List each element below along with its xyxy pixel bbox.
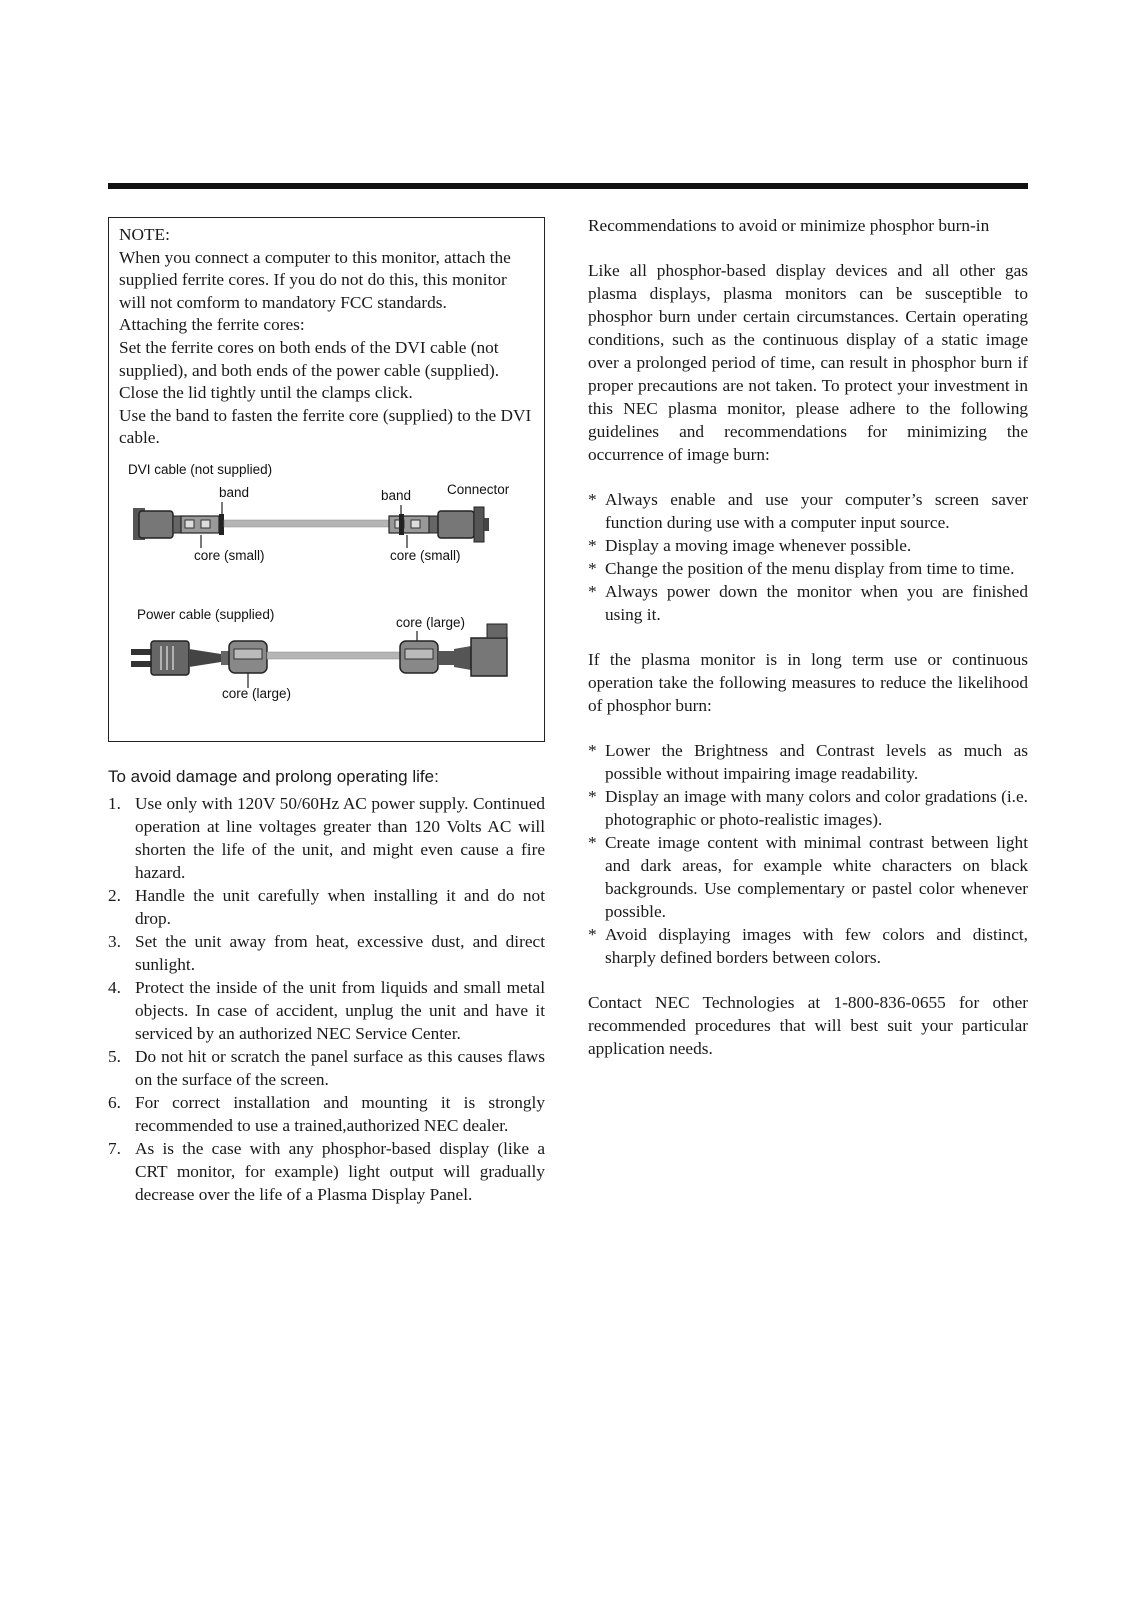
list-item [108,884,545,930]
bullet-mark: * [588,741,597,760]
list-item [588,831,1028,923]
guideline-list [588,488,1028,626]
note-paragraph: Use the band to fasten the ferrite core (supplied) to the DVI cable. [119,405,532,448]
ferrite-core-diagram [109,218,546,743]
item-number: 4. [108,978,121,997]
note-box [108,217,545,742]
note-paragraph: Set the ferrite cores on both ends of the DVI cable (not supplied), and both ends of the power cable (supplied). [119,337,500,380]
item-text: Protect the inside of the unit from liquids and small metal objects. In case of accident, unplug the unit and have it serviced by an authorized NEC Service Center. [135,978,545,1043]
top-rule [108,183,1028,189]
damage-prevention-section [108,766,545,1206]
item-text: Handle the unit carefully when installing it and do not drop. [135,886,545,928]
list-item [588,580,1028,626]
bullet-mark: * [588,559,597,578]
item-number: 5. [108,1047,121,1066]
note-paragraph: Close the lid tightly until the clamps click. [119,383,413,403]
bullet-mark: * [588,490,597,509]
item-text: Always enable and use your computer’s screen saver function during use with a computer input source. [605,490,1028,532]
item-number: 1. [108,794,121,813]
item-number: 2. [108,886,121,905]
note-paragraph: Attaching the ferrite cores: [119,315,305,335]
list-item [588,534,1028,557]
power-cable-illustration [131,624,507,688]
list-item [108,1091,545,1137]
list-item [588,488,1028,534]
item-text: Change the position of the menu display from time to time. [605,559,1015,578]
list-item [108,930,545,976]
measures-list [588,739,1028,969]
item-text: Always power down the monitor when you are finished using it. [605,582,1028,624]
item-number: 7. [108,1139,121,1158]
list-item [588,785,1028,831]
item-text: Use only with 120V 50/60Hz AC power supply. Continued operation at line voltages greater than 120 Volts AC will shorten the life of the unit, and might even cause a fire hazard. [135,794,545,882]
item-number: 6. [108,1093,121,1112]
dvi-cable-label: DVI cable (not supplied) [128,462,273,477]
note-paragraph: When you connect a computer to this monitor, attach the supplied ferrite cores. If you do not do this, this monitor will not comform to mandatory FCC standards. [119,247,511,312]
bullet-mark: * [588,833,597,852]
dvi-cable-illustration [133,502,489,548]
burn-in-recommendations [588,214,1028,1060]
core-large-right-label: core (large) [396,615,466,630]
list-item [108,1045,545,1091]
list-item [588,739,1028,785]
item-text: Set the unit away from heat, excessive dust, and direct sunlight. [135,932,545,974]
item-text: Create image content with minimal contrast between light and dark areas, for example white characters on black backgrounds. Use complementary or pastel color whenever possible. [605,833,1028,921]
damage-prevention-list [108,792,545,1206]
item-number: 3. [108,932,121,951]
note-title: NOTE: [119,225,170,244]
list-item [108,792,545,884]
bullet-mark: * [588,787,597,806]
connector-label: Connector [447,482,510,497]
core-small-right-label: core (small) [390,548,461,563]
list-item [108,1137,545,1206]
item-text: As is the case with any phosphor-based display (like a CRT monitor, for example) light output will gradually decrease over the life of a Plasma Display Panel. [135,1139,545,1204]
item-text: Lower the Brightness and Contrast levels as much as possible without impairing image readability. [605,741,1028,783]
contact-paragraph: Contact NEC Technologies at 1-800-836-0655 for other recommended procedures that will best suit your particular application needs. [588,993,1028,1058]
item-text: Display a moving image whenever possible. [605,536,912,555]
intro-paragraph: Like all phosphor-based display devices and all other gas plasma displays, plasma monitors can be susceptible to phosphor burn under certain circumstances. Certain operating conditions, such as the continuous display of a static image over a prolonged period of time, can result in phosphor burn if proper precautions are not taken. To protect your investment in this NEC plasma monitor, please adhere to the following guidelines and recommendations for minimizing the occurrence of image burn: [588,261,1028,464]
list-item [108,976,545,1045]
bullet-mark: * [588,582,597,601]
section-title: Recommendations to avoid or minimize phosphor burn-in [588,216,990,235]
bullet-mark: * [588,925,597,944]
core-large-bottom-label: core (large) [222,686,292,701]
item-text: Avoid displaying images with few colors and distinct, sharply defined borders between colors. [605,925,1028,967]
power-cable-label: Power cable (supplied) [137,607,275,622]
list-item [588,923,1028,969]
section-heading: To avoid damage and prolong operating life: [108,767,439,786]
band-label-left: band [219,485,250,500]
item-text: Display an image with many colors and color gradations (i.e. photographic or photo-realistic images). [605,787,1028,829]
core-small-left-label: core (small) [194,548,265,563]
bullet-mark: * [588,536,597,555]
item-text: For correct installation and mounting it is strongly recommended to use a trained,authorized NEC dealer. [135,1093,545,1135]
item-text: Do not hit or scratch the panel surface as this causes flaws on the surface of the screen. [135,1047,545,1089]
measures-paragraph: If the plasma monitor is in long term use or continuous operation take the following measures to reduce the likelihood of phosphor burn: [588,650,1028,715]
list-item [588,557,1028,580]
band-label-right: band [381,488,412,503]
